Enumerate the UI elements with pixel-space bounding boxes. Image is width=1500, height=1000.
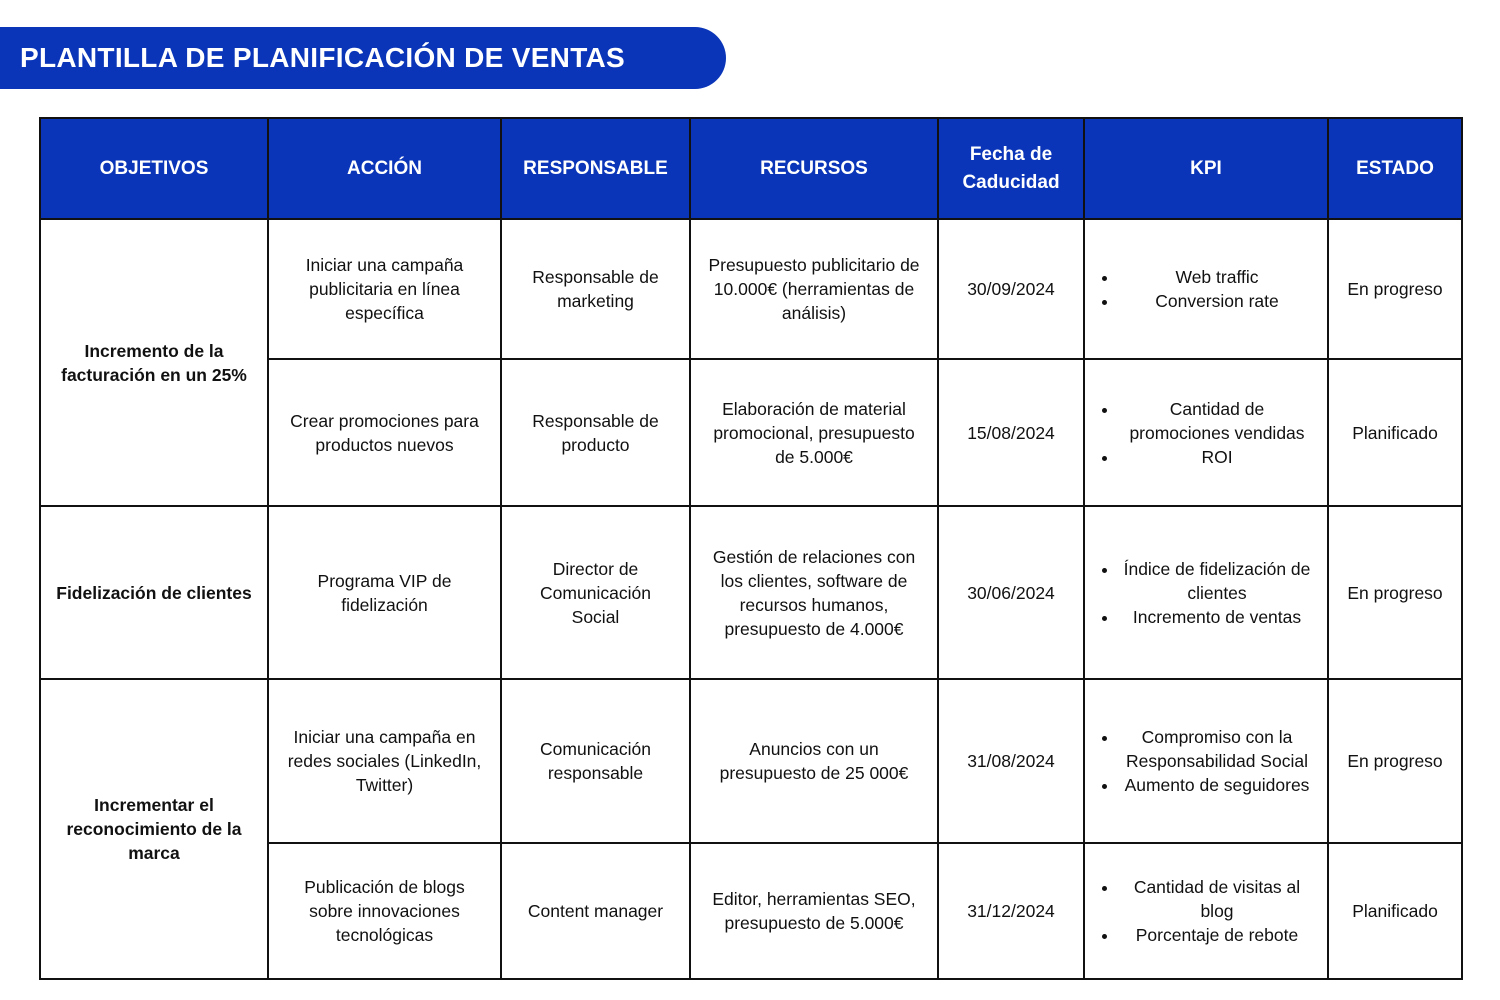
table-row	[40, 506, 1462, 679]
accion-cell: Iniciar una campaña publicitaria en línea específica	[268, 219, 501, 359]
kpi-list	[1097, 875, 1315, 947]
column-header-recursos: RECURSOS	[690, 118, 938, 219]
fecha-cell: 31/12/2024	[938, 843, 1084, 979]
page-title: PLANTILLA DE PLANIFICACIÓN DE VENTAS	[20, 42, 626, 73]
kpi-cell	[1084, 506, 1328, 679]
column-header-objetivos: OBJETIVOS	[40, 118, 268, 219]
responsable-cell: Responsable de marketing	[501, 219, 690, 359]
title-banner	[0, 27, 726, 89]
accion-cell: Crear promociones para productos nuevos	[268, 359, 501, 506]
responsable-cell: Comunicación responsable	[501, 679, 690, 843]
fecha-cell: 15/08/2024	[938, 359, 1084, 506]
column-header-fecha: Fecha de Caducidad	[938, 118, 1084, 219]
objective-cell: Incrementar el reconocimiento de la marca	[40, 679, 268, 979]
kpi-item: • Cantidad de visitas al blog	[1119, 875, 1315, 923]
responsable-cell: Director de Comunicación Social	[501, 506, 690, 679]
kpi-item: • Porcentaje de rebote	[1119, 923, 1315, 947]
accion-cell: Iniciar una campaña en redes sociales (LinkedIn, Twitter)	[268, 679, 501, 843]
kpi-item: • Compromiso con la Responsabilidad Social	[1119, 725, 1315, 773]
kpi-item: • Web traffic	[1119, 265, 1315, 289]
recursos-cell: Anuncios con un presupuesto de 25 000€	[690, 679, 938, 843]
estado-cell: En progreso	[1328, 506, 1462, 679]
kpi-item: • ROI	[1119, 445, 1315, 469]
accion-cell: Programa VIP de fidelización	[268, 506, 501, 679]
column-header-responsable: RESPONSABLE	[501, 118, 690, 219]
recursos-cell: Gestión de relaciones con los clientes, software de recursos humanos, presupuesto de 4.000€	[690, 506, 938, 679]
fecha-cell: 31/08/2024	[938, 679, 1084, 843]
kpi-item: • Índice de fidelización de clientes	[1119, 557, 1315, 605]
kpi-list	[1097, 557, 1315, 629]
kpi-item: • Aumento de seguidores	[1119, 773, 1315, 797]
objective-cell: Fidelización de clientes	[40, 506, 268, 679]
fecha-cell: 30/09/2024	[938, 219, 1084, 359]
kpi-item: • Cantidad de promociones vendidas	[1119, 397, 1315, 445]
estado-cell: En progreso	[1328, 679, 1462, 843]
column-header-kpi: KPI	[1084, 118, 1328, 219]
objective-cell: Incremento de la facturación en un 25%	[40, 219, 268, 506]
estado-cell: Planificado	[1328, 359, 1462, 506]
kpi-cell	[1084, 679, 1328, 843]
recursos-cell: Editor, herramientas SEO, presupuesto de 5.000€	[690, 843, 938, 979]
estado-cell: Planificado	[1328, 843, 1462, 979]
recursos-cell: Elaboración de material promocional, presupuesto de 5.000€	[690, 359, 938, 506]
kpi-cell	[1084, 843, 1328, 979]
column-header-estado: ESTADO	[1328, 118, 1462, 219]
responsable-cell: Responsable de producto	[501, 359, 690, 506]
table-row	[40, 679, 1462, 843]
table-row	[40, 219, 1462, 359]
kpi-item: • Incremento de ventas	[1119, 605, 1315, 629]
header-row	[40, 118, 1462, 219]
recursos-cell: Presupuesto publicitario de 10.000€ (herramientas de análisis)	[690, 219, 938, 359]
kpi-item: • Conversion rate	[1119, 289, 1315, 313]
accion-cell: Publicación de blogs sobre innovaciones tecnológicas	[268, 843, 501, 979]
responsable-cell: Content manager	[501, 843, 690, 979]
estado-cell: En progreso	[1328, 219, 1462, 359]
kpi-list	[1097, 725, 1315, 797]
fecha-cell: 30/06/2024	[938, 506, 1084, 679]
kpi-list	[1097, 265, 1315, 313]
kpi-list	[1097, 397, 1315, 469]
kpi-cell	[1084, 359, 1328, 506]
column-header-accion: ACCIÓN	[268, 118, 501, 219]
kpi-cell	[1084, 219, 1328, 359]
sales-plan-table	[39, 117, 1463, 980]
